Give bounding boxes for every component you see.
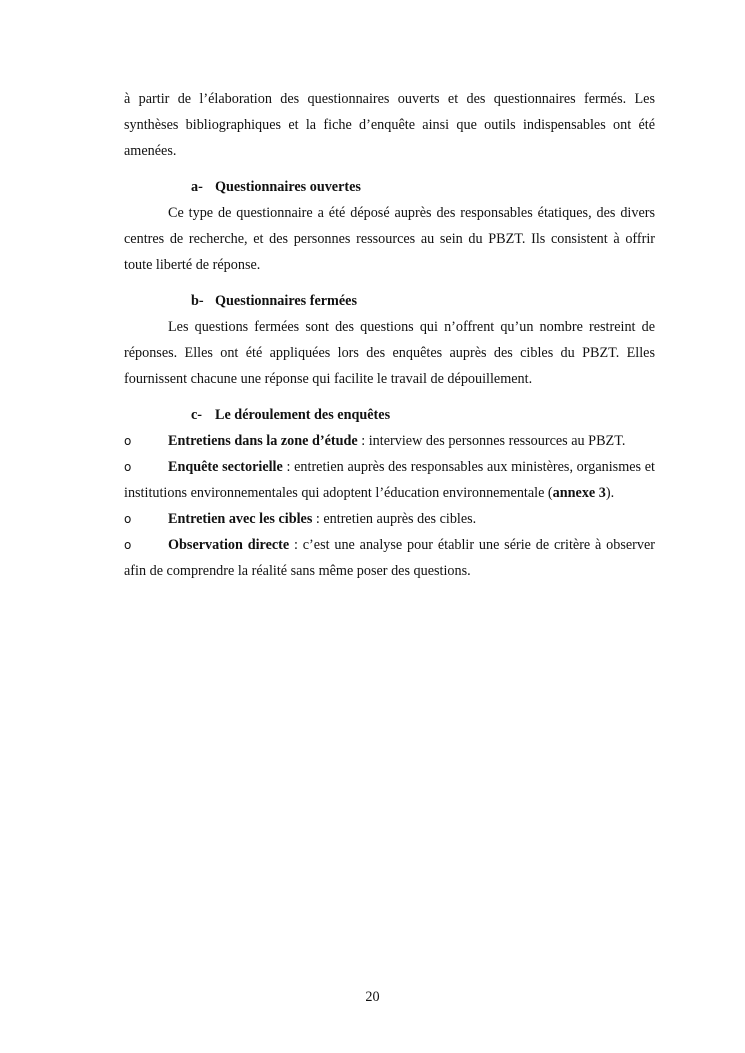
bullet-text: : c’est une analyse pour établir une série de critère à observer afin de comprendre la réalité sans même poser des questions. — [124, 537, 655, 579]
document-page — [124, 86, 655, 584]
section-b-paragraph: Les questions fermées sont des questions qui n’offrent qu’un nombre restreint de réponses. Elles ont été appliquées lors des enquêtes auprès des cibles du PBZT. Elles fournissent chacune une réponse qui facilite le travail de dépouillement. — [124, 319, 655, 387]
bullet-term: Entretiens dans la zone d’étude — [168, 433, 358, 449]
section-b-title: Questionnaires fermées — [215, 293, 357, 309]
section-c-title: Le déroulement des enquêtes — [215, 407, 391, 423]
list-item — [124, 454, 655, 506]
section-b-heading — [124, 288, 655, 314]
section-a-letter: a- — [191, 179, 203, 195]
bullet-text: : entretien auprès des cibles. — [312, 511, 477, 527]
bullet-mark: o — [124, 460, 132, 474]
bullet-tail: ). — [605, 485, 615, 501]
bullet-mark: o — [124, 538, 132, 552]
section-c-heading — [124, 402, 655, 428]
bullet-term: Observation directe — [168, 537, 290, 553]
list-item — [124, 428, 655, 454]
bullet-text: : interview des personnes ressources au PBZT. — [357, 433, 626, 449]
bullet-mark: o — [124, 434, 132, 448]
page-number: 20 — [365, 989, 380, 1005]
bullet-list — [124, 428, 655, 584]
section-c-letter: c- — [191, 407, 203, 423]
bullet-text: : entretien auprès des responsables aux ministères, organismes et institutions environnementales qui adoptent l’éducation environnementale ( — [124, 459, 655, 501]
list-item — [124, 506, 655, 532]
list-item — [124, 532, 655, 584]
section-a-heading — [124, 174, 655, 200]
section-b-letter: b- — [191, 293, 204, 309]
section-a-title: Questionnaires ouvertes — [215, 179, 361, 195]
intro-paragraph: à partir de l’élaboration des questionnaires ouverts et des questionnaires fermés. Les synthèses bibliographiques et la fiche d’enquête ainsi que outils indispensables ont été amenées. — [124, 91, 655, 159]
bullet-term: Enquête sectorielle — [168, 459, 283, 475]
bullet-mark: o — [124, 512, 132, 526]
section-a-paragraph: Ce type de questionnaire a été déposé auprès des responsables étatiques, des divers centres de recherche, et des personnes ressources au sein du PBZT. Ils consistent à offrir toute liberté de réponse. — [124, 205, 655, 273]
annex-reference: annexe 3 — [552, 485, 606, 501]
bullet-term: Entretien avec les cibles — [168, 511, 313, 527]
